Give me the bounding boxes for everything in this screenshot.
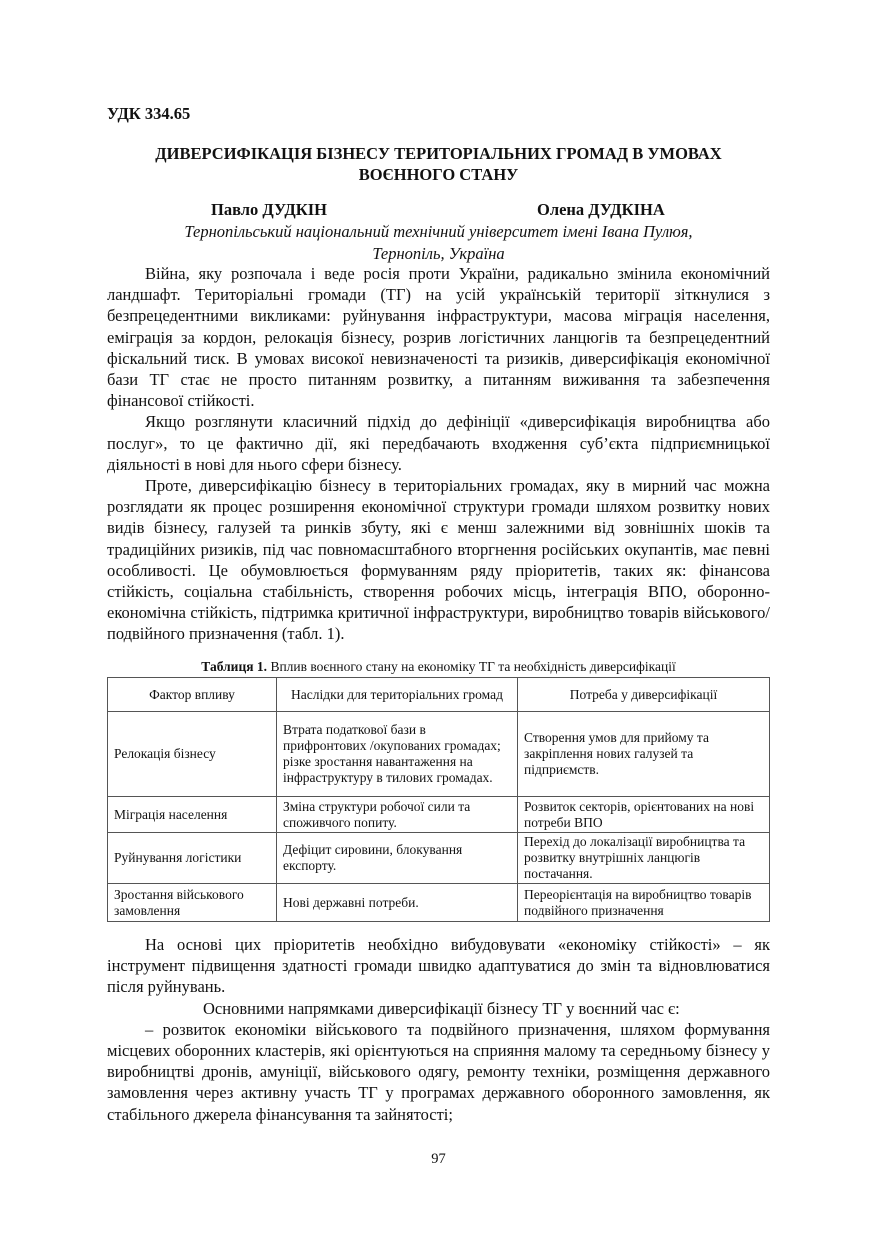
table-caption-label: Таблиця 1. xyxy=(201,659,268,674)
paragraph-5: Основними напрямками диверсифікації бізнесу ТГ у воєнний час є: xyxy=(203,998,680,1018)
title-line-1: ДИВЕРСИФІКАЦІЯ БІЗНЕСУ ТЕРИТОРІАЛЬНИХ ГРОМАД В УМОВАХ xyxy=(155,144,722,163)
table-row xyxy=(108,797,770,833)
affiliation-line-2: Тернопіль, Україна xyxy=(372,243,505,263)
body-text-before-table xyxy=(107,263,770,645)
body-text-after-table xyxy=(107,934,770,1125)
table-cell: Руйнування логістики xyxy=(108,833,277,884)
table-cell: Зміна структури робочої сили та споживчого попиту. xyxy=(277,797,518,833)
paper-title xyxy=(107,143,770,185)
table-cell: Релокація бізнесу xyxy=(108,712,277,797)
table-cell: Дефіцит сировини, блокування експорту. xyxy=(277,833,518,884)
header-consequences: Наслідки для територіальних громад xyxy=(277,678,518,712)
header-factor: Фактор впливу xyxy=(108,678,277,712)
table-cell: Переорієнтація на виробництво товарів подвійного призначення xyxy=(518,884,770,922)
table-cell: Втрата податкової бази в прифронтових /окупованих громадах; різке зростання навантаження на інфраструктуру в тилових громадах. xyxy=(277,712,518,797)
table-cell: Міграція населення xyxy=(108,797,277,833)
author-2: Олена ДУДКІНА xyxy=(537,200,665,219)
impact-table xyxy=(107,677,770,922)
table-header-row xyxy=(108,678,770,712)
title-line-2: ВОЄННОГО СТАНУ xyxy=(358,165,519,184)
paragraph-3: Проте, диверсифікацію бізнесу в територіальних громадах, яку в мирний час можна розглядати як процес розширення економічної структури громади шляхом розвитку нових видів бізнесу, галузей та ринків збуту, які є менш залежними від зовнішніх шоків та традиційних ризиків, під час повномасштабного вторгнення російських окупантів, має певні особливості. Це обумовлюється формуванням ряду пріоритетів, таких як: фінансова стійкість, соціальна стабільність, створення робочих місць, інтеграція ВПО, оборонно-економічна стійкість, підтримка критичної інфраструктури, виробництво товарів військового/подвійного призначення (табл. 1). xyxy=(107,476,770,644)
table-caption xyxy=(107,659,770,675)
paragraph-4: На основі цих пріоритетів необхідно вибудовувати «економіку стійкості» – як інструмент підвищення здатності громади швидко адаптуватися до змін та відновлюватися після руйнувань. xyxy=(107,935,770,997)
header-need: Потреба у диверсифікації xyxy=(518,678,770,712)
affiliation-line-1: Тернопільський національний технічний університет імені Івана Пулюя, xyxy=(184,222,693,241)
page-number: 97 xyxy=(431,1151,446,1167)
udk-code: УДК 334.65 xyxy=(107,104,191,123)
paragraph-2: Якщо розглянути класичний підхід до дефініції «диверсифікація виробництва або послуг», то це фактично дії, які передбачають входження суб’єкта підприємницької діяльності в нові для нього сфери бізнесу. xyxy=(107,412,770,474)
table-row xyxy=(108,884,770,922)
table-cell: Нові державні потреби. xyxy=(277,884,518,922)
table-caption-text: Вплив воєнного стану на економіку ТГ та необхідність диверсифікації xyxy=(267,659,676,674)
table-row xyxy=(108,712,770,797)
table-cell: Створення умов для прийому та закріплення нових галузей та підприємств. xyxy=(518,712,770,797)
table-row xyxy=(108,833,770,884)
affiliation xyxy=(107,221,770,264)
author-1: Павло ДУДКІН xyxy=(211,200,327,219)
table-cell: Розвиток секторів, орієнтованих на нові потреби ВПО xyxy=(518,797,770,833)
paragraph-6: – розвиток економіки військового та подвійного призначення, шляхом формування місцевих оборонних кластерів, які орієнтуються на сприяння малому та середньому бізнесу у виробництві дронів, амуніції, військового одягу, ремонту техніки, розміщення державного замовлення через активну участь ТГ у програмах державного оборонного замовлення, як стабільного джерела фінансування та зайнятості; xyxy=(107,1019,770,1124)
table-cell: Перехід до локалізації виробництва та розвитку внутрішніх ланцюгів постачання. xyxy=(518,833,770,884)
table-cell: Зростання військового замовлення xyxy=(108,884,277,922)
paragraph-1: Війна, яку розпочала і веде росія проти України, радикально змінила економічний ландшафт. Територіальні громади (ТГ) на усій українській території зіткнулися з безпрецедентними викликами: руйнування інфраструктури, масова міграція населення, еміграція за кордон, релокація бізнесу, розрив логістичних ланцюгів та безпрецедентний фіскальний тиск. В умовах високої невизначеності та ризиків, диверсифікація економічної бази ТГ стає не просто питанням розвитку, а питанням виживання та забезпечення фінансової стійкості. xyxy=(107,264,770,411)
